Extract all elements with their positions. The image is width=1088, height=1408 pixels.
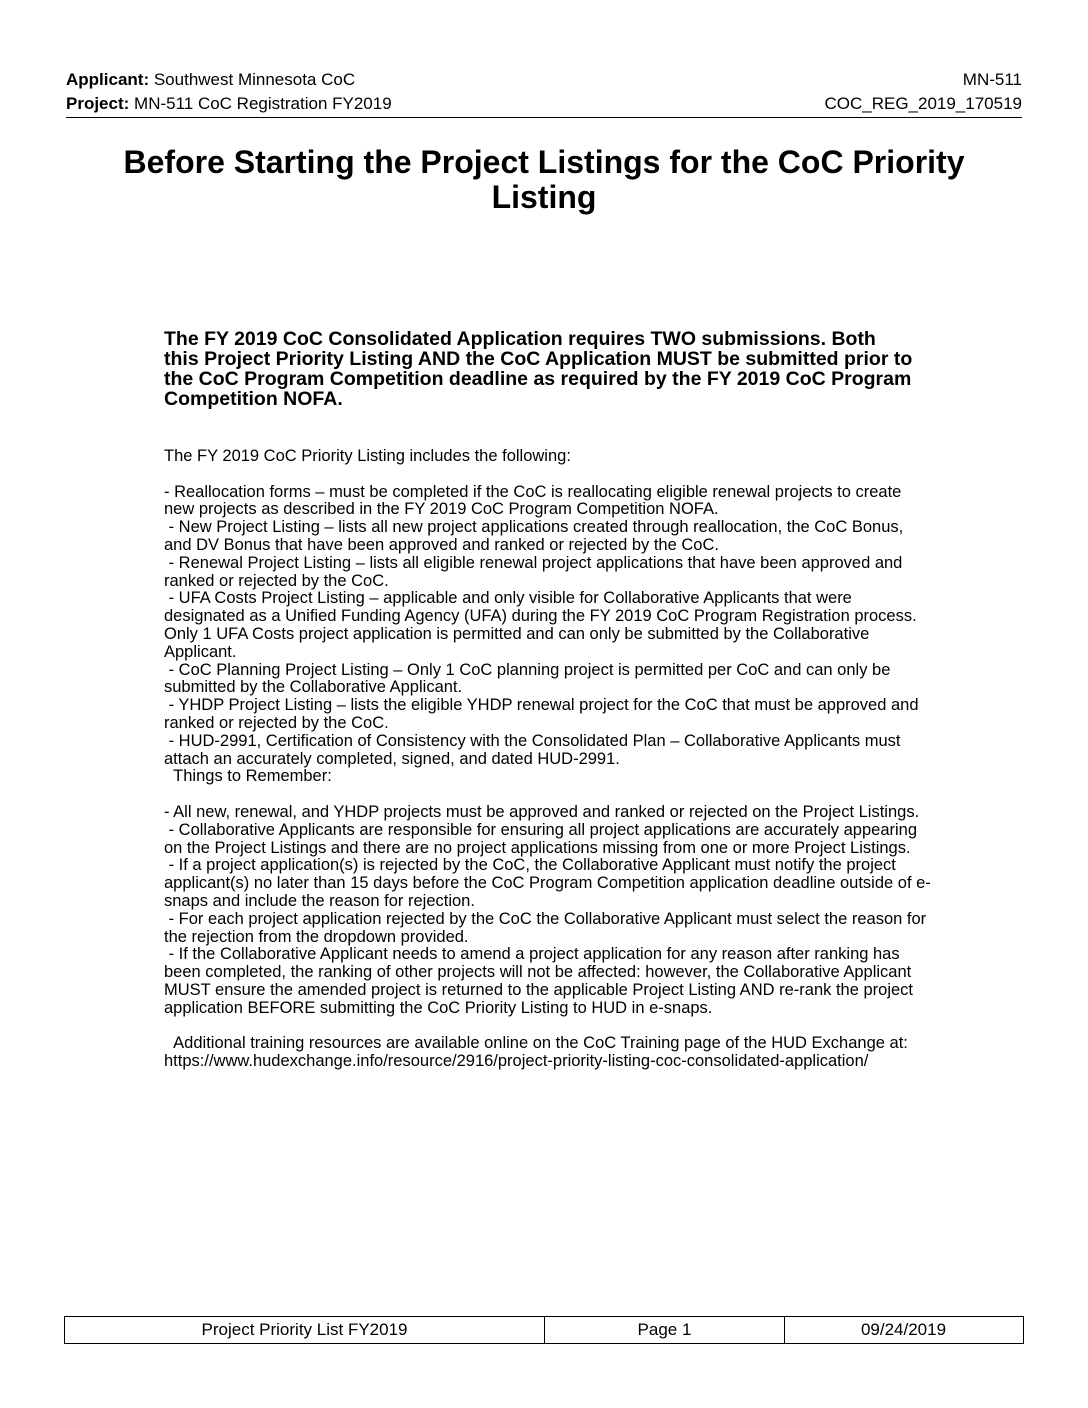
applicant-value: Southwest Minnesota CoC (153, 70, 356, 89)
body-text (164, 448, 934, 1071)
list-item: - CoC Planning Project Listing – Only 1 CoC planning project is permitted per CoC and can only be submitted by the Collaborative Applicant. (164, 660, 895, 697)
project-value: MN-511 CoC Registration FY2019 (134, 94, 392, 113)
list-item: - If the Collaborative Applicant needs to amend a project application for any reason after ranking has been completed, the ranking of other projects will not be affected: however, the Collaborative Applicant MUST ensure the amended project is returned to the applicable Project Listing AND re-rank the project application BEFORE submitting the CoC Priority Listing to HUD in e-snaps. (164, 945, 918, 1017)
remember-heading: Things to Remember: (164, 767, 332, 786)
submission-notice: The FY 2019 CoC Consolidated Application requires TWO submissions. Both this Project Priority Listing AND the CoC Application MUST be submitted prior to the CoC Program Competition deadline as required by the FY 2019 CoC Program Competition NOFA. (164, 328, 913, 410)
footer-page-number: Page 1 (545, 1317, 785, 1343)
list-item: - UFA Costs Project Listing – applicable and only visible for Collaborative Applicants that were designated as a Unified Funding Agency (UFA) during the FY 2019 CoC Program Registration process. Only 1 UFA Costs project application is permitted and can only be submitted by the Collaborative Applicant. (164, 589, 922, 661)
project-code: COC_REG_2019_170519 (824, 94, 1022, 113)
footer-date: 09/24/2019 (860, 1320, 947, 1339)
listing-items (164, 484, 934, 769)
project-label: Project: (66, 94, 130, 113)
list-item: - If a project application(s) is rejected by the CoC, the Collaborative Applicant must notify the project applicant(s) no later than 15 days before the CoC Program Competition application deadline outside of e-snaps and include the reason for rejection. (164, 856, 931, 910)
list-item: - Reallocation forms – must be completed if the CoC is reallocating eligible renewal projects to create new projects as described in the FY 2019 CoC Program Competition NOFA. (164, 482, 902, 519)
list-item: - All new, renewal, and YHDP projects must be approved and ranked or rejected on the Project Listings. (164, 802, 920, 821)
list-item: - Renewal Project Listing – lists all eligible renewal project applications that have been approved and ranked or rejected by the CoC. (164, 553, 907, 590)
header-project-row (66, 93, 1022, 115)
training-note: Additional training resources are available online on the CoC Training page of the HUD Exchange at: https://www.hudexchange.info/resource/2916/project-priority-listing-coc-consolidated-application/ (164, 1034, 918, 1071)
intro-text: The FY 2019 CoC Priority Listing includes the following: (164, 447, 571, 465)
applicant-code: MN-511 (962, 70, 1022, 89)
remember-items (164, 804, 934, 1018)
list-item: - Collaborative Applicants are responsible for ensuring all project applications are accurately appearing on the Project Listings and there are no project applications missing from one or more Project Listings. (164, 820, 922, 857)
applicant-field (66, 69, 355, 91)
applicant-label: Applicant: (66, 70, 150, 89)
header-applicant-row (66, 69, 1022, 91)
footer-document-name: Project Priority List FY2019 (65, 1317, 545, 1343)
header-divider (66, 117, 1022, 118)
list-item: - HUD-2991, Certification of Consistency with the Consolidated Plan – Collaborative Applicants must attach an accurately completed, signed, and dated HUD-2991. (164, 731, 906, 768)
list-item: - New Project Listing – lists all new project applications created through reallocation, the CoC Bonus, and DV Bonus that have been approved and ranked or rejected by the CoC. (164, 518, 908, 554)
list-item: - For each project application rejected by the CoC the Collaborative Applicant must select the reason for the rejection from the dropdown provided. (164, 909, 931, 946)
page-title: Before Starting the Project Listings for the CoC Priority Listing (123, 144, 965, 215)
page-footer (64, 1316, 1024, 1344)
project-field (66, 93, 392, 115)
list-item: - YHDP Project Listing – lists the eligible YHDP renewal project for the CoC that must be approved and ranked or rejected by the CoC. (164, 696, 924, 732)
